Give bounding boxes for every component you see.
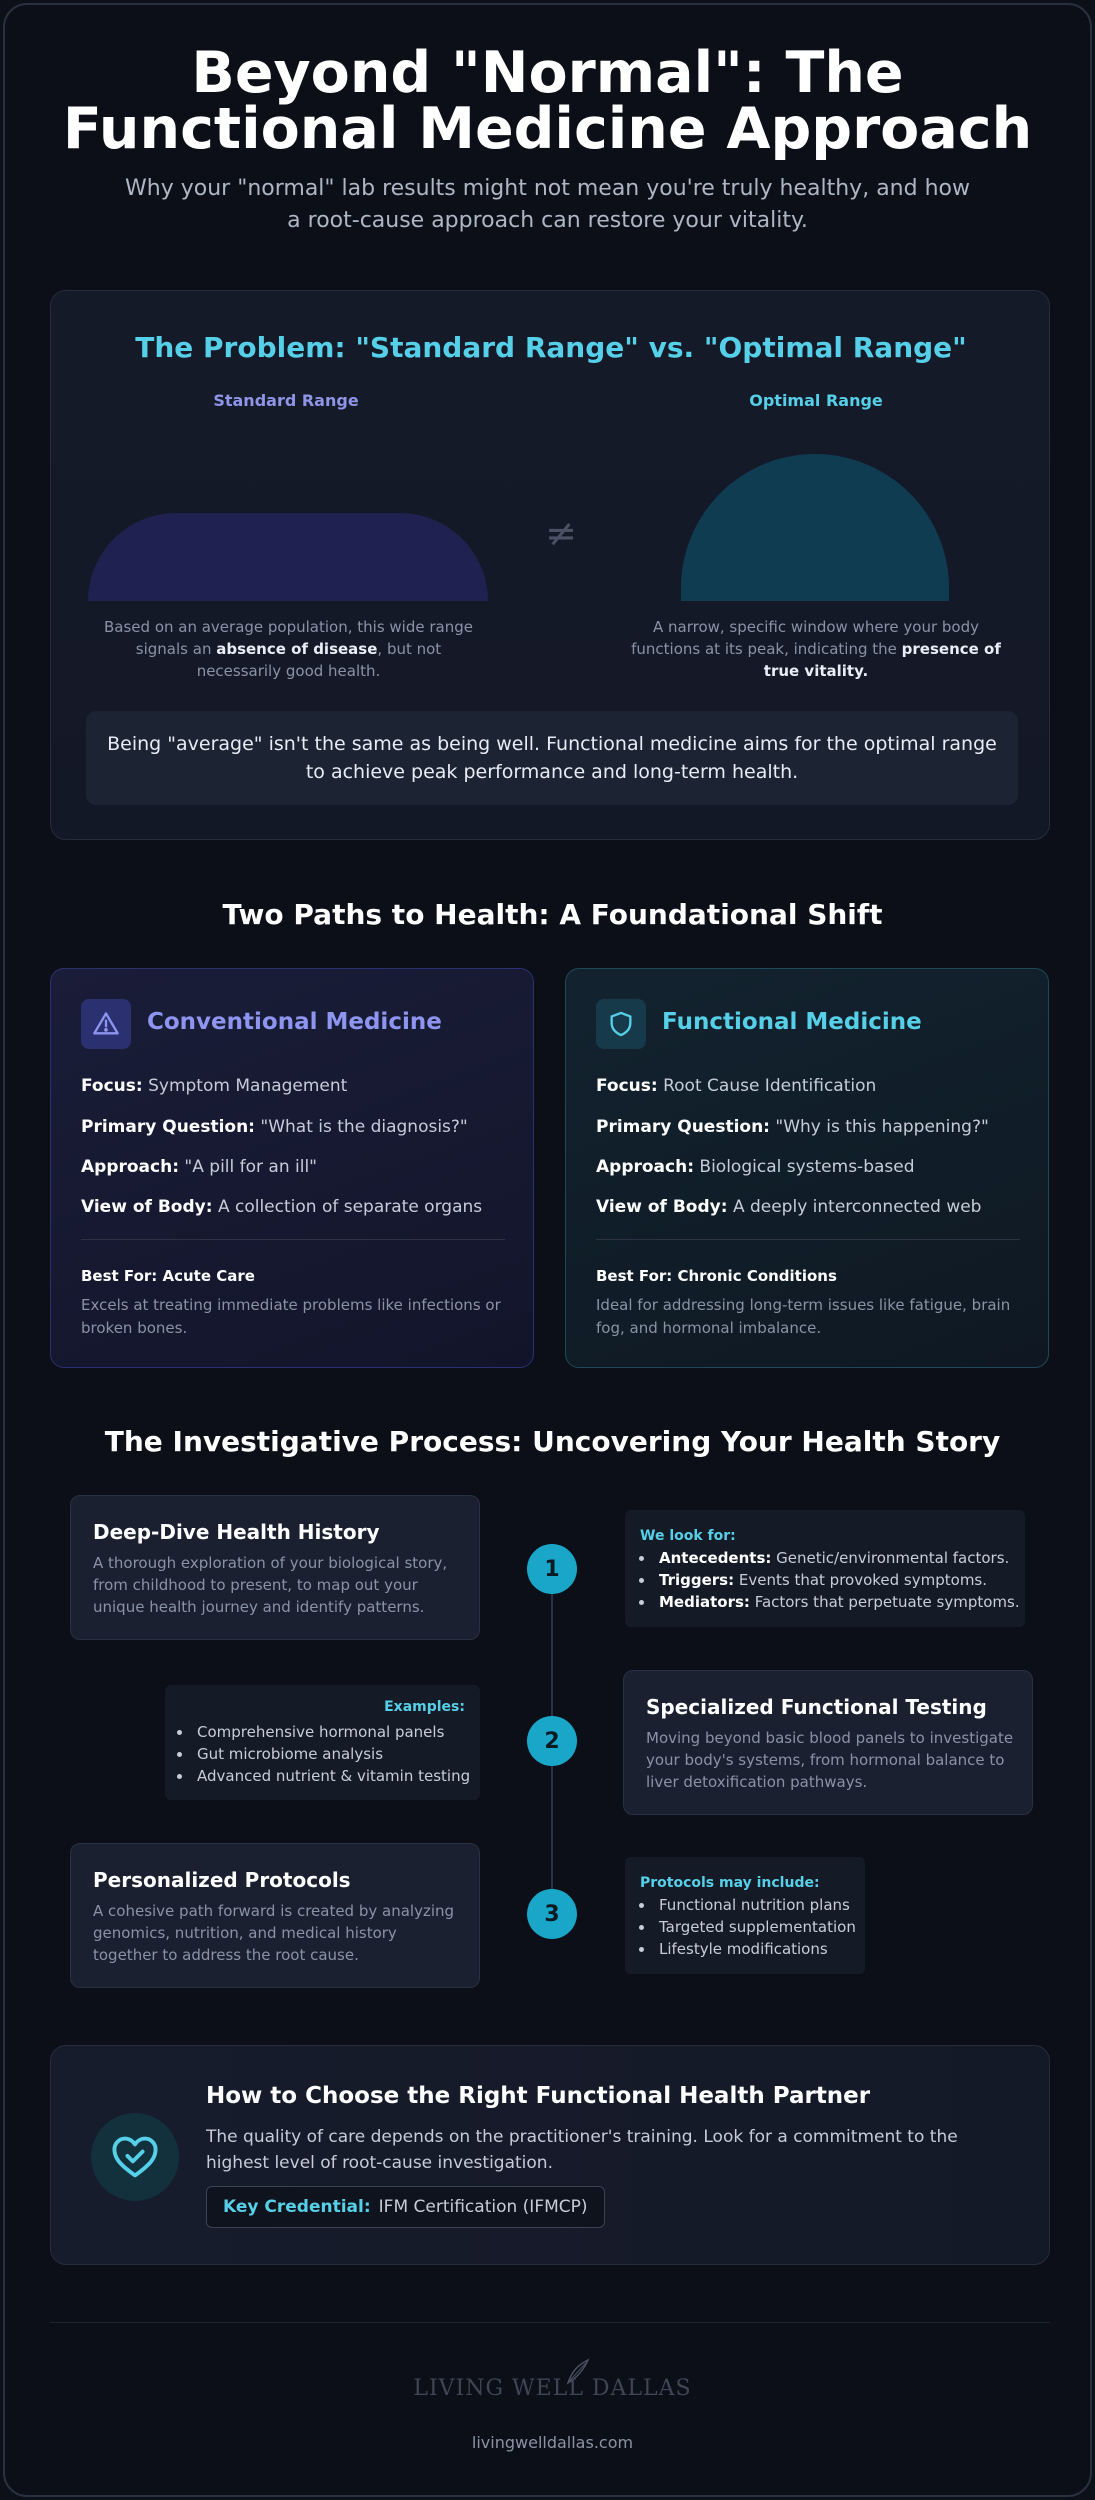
functional-row-view: View of Body: A deeply interconnected web [596, 1197, 982, 1217]
optimal-range-label: Optimal Range [749, 391, 883, 410]
step-2-number: 2 [527, 1716, 577, 1766]
functional-row-question: Primary Question: "Why is this happening?" [596, 1117, 989, 1137]
problem-title: The Problem: "Standard Range" vs. "Optimal Range" [135, 331, 967, 364]
partner-title: How to Choose the Right Functional Health Partner [206, 2083, 871, 2109]
footer-divider [50, 2322, 1050, 2323]
footer-url-link[interactable]: livingwelldallas.com [471, 2433, 634, 2452]
brand-logo: LIVING WELL DALLAS [413, 2376, 692, 2401]
list-item: Triggers: Events that provoked symptoms. [637, 1569, 1027, 1591]
step-3-card [70, 1843, 480, 1988]
functional-title: Functional Medicine [662, 1009, 922, 1035]
credential-value: IFM Certification (IFMCP) [378, 2197, 588, 2217]
credential-label: Key Credential: [223, 2197, 371, 2217]
shield-icon [596, 999, 646, 1049]
step-3-note-title: Protocols may include: [640, 1875, 820, 1891]
step-1-card [70, 1495, 480, 1640]
step-3-description: A cohesive path forward is created by analyzing genomics, nutrition, and medical history together to address the root cause. [93, 1902, 455, 1964]
process-heading: The Investigative Process: Uncovering Your Health Story [104, 1425, 1001, 1458]
list-item: Gut microbiome analysis [175, 1743, 475, 1765]
page-subtitle: Why your "normal" lab results might not mean you're truly healthy, and how a root-cause approach can restore your vitality. [125, 176, 970, 233]
problem-callout [86, 711, 1018, 805]
conventional-row-approach: Approach: "A pill for an ill" [81, 1157, 318, 1177]
list-item: Lifestyle modifications [637, 1938, 862, 1960]
optimal-range-description: A narrow, specific window where your body functions at its peak, indicating the presence of true vitality. [631, 618, 1001, 680]
standard-range-label: Standard Range [213, 391, 359, 410]
functional-best-for: Best For: Chronic Conditions [596, 1267, 837, 1285]
problem-card [50, 290, 1050, 840]
callout-text: Being "average" isn't the same as being well. Functional medicine aims for the optimal range to achieve peak performance and long-term health. [107, 733, 997, 783]
step-2-notes [165, 1685, 480, 1800]
paths-heading: Two Paths to Health: A Foundational Shift [222, 898, 883, 931]
functional-best-description: Ideal for addressing long-term issues like fatigue, brain fog, and hormonal imbalance. [596, 1296, 1011, 1337]
conventional-row-view: View of Body: A collection of separate organs [81, 1197, 483, 1217]
list-item: Comprehensive hormonal panels [175, 1721, 475, 1743]
conventional-medicine-card [50, 968, 534, 1368]
functional-row-approach: Approach: Biological systems-based [596, 1157, 915, 1177]
list-item: Antecedents: Genetic/environmental factors. [637, 1547, 1027, 1569]
conventional-best-description: Excels at treating immediate problems like infections or broken bones. [81, 1296, 501, 1337]
conventional-title: Conventional Medicine [147, 1009, 442, 1035]
page-title [45, 40, 1050, 162]
list-item: Mediators: Factors that perpetuate symptoms. [637, 1591, 1027, 1613]
list-item: Functional nutrition plans [637, 1894, 862, 1916]
step-2-card [623, 1670, 1033, 1815]
title-line-2: Functional Medicine Approach [62, 96, 1033, 162]
step-1-number: 1 [527, 1544, 577, 1594]
step-3-notes [625, 1857, 865, 1974]
optimal-range-curve [681, 454, 949, 601]
step-3-note-list [637, 1894, 862, 1960]
list-item: Targeted supplementation [637, 1916, 862, 1938]
title-line-1: Beyond "Normal": The [191, 40, 904, 106]
standard-range-curve [88, 513, 488, 601]
partner-description: The quality of care depends on the practitioner's training. Look for a commitment to the highest level of root-cause investigation. [206, 2127, 958, 2173]
key-credential-badge [206, 2186, 605, 2228]
divider [596, 1239, 1020, 1240]
step-2-note-title: Examples: [384, 1699, 465, 1715]
divider [81, 1239, 505, 1240]
conventional-best-for: Best For: Acute Care [81, 1267, 255, 1285]
step-1-note-list [637, 1547, 1027, 1613]
functional-medicine-card [565, 968, 1049, 1368]
infographic-frame [3, 3, 1092, 2497]
partner-card [50, 2045, 1050, 2265]
list-item: Advanced nutrient & vitamin testing [175, 1765, 475, 1787]
step-1-title: Deep-Dive Health History [93, 1520, 380, 1544]
conventional-row-question: Primary Question: "What is the diagnosis?" [81, 1117, 468, 1137]
step-2-title: Specialized Functional Testing [646, 1695, 987, 1719]
standard-range-description: Based on an average population, this wide range signals an absence of disease, but not necessarily good health. [104, 618, 473, 680]
functional-row-focus: Focus: Root Cause Identification [596, 1076, 877, 1096]
step-2-note-list [175, 1721, 475, 1787]
step-2-description: Moving beyond basic blood panels to investigate your body's systems, from hormonal balance to liver detoxification pathways. [646, 1729, 1014, 1791]
step-3-title: Personalized Protocols [93, 1868, 351, 1892]
warning-triangle-icon [81, 999, 131, 1049]
heart-check-icon [91, 2113, 179, 2201]
conventional-row-focus: Focus: Symptom Management [81, 1076, 348, 1096]
step-1-description: A thorough exploration of your biological story, from childhood to present, to map out your unique health journey and identify patterns. [93, 1554, 448, 1616]
step-1-note-title: We look for: [640, 1528, 736, 1544]
not-equal-symbol: ≠ [545, 511, 577, 555]
step-1-notes [625, 1510, 1025, 1627]
step-3-number: 3 [527, 1889, 577, 1939]
